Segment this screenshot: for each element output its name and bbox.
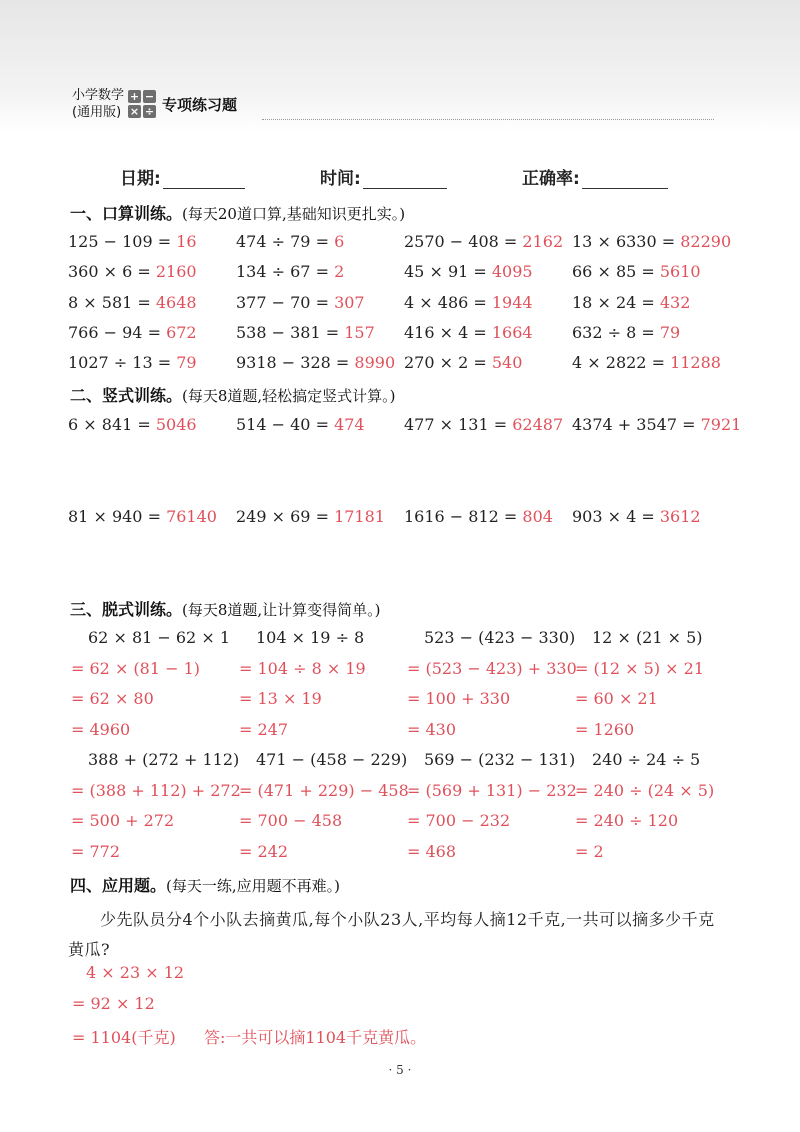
oral-equation [68,293,197,312]
equation-answer: 3612 [659,507,701,526]
step-line: = 4960 [71,719,131,739]
equation-answer: 7921 [700,415,742,434]
step-line: = 700 − 232 [407,811,511,830]
section-4-note: (每天一练,应用题不再难。) [166,877,340,895]
equation-answer: 5046 [155,415,197,434]
equation-answer: 4095 [491,262,533,281]
plus-icon: + [129,90,140,103]
date-blank[interactable] [163,170,245,189]
minus-icon: − [144,90,155,103]
section-3-note: (每天8道题,让计算变得简单。) [182,601,381,619]
oral-equation [404,293,533,312]
vertical-equation [68,507,217,526]
oral-equation [236,323,375,342]
section-2-note: (每天8道题,轻松搞定竖式计算。) [182,387,396,405]
oral-equation [572,262,701,281]
topic-title: 专项练习题 [162,95,238,114]
step-problem: 388 + (272 + 112) [88,750,240,769]
equation-answer: 474 [334,415,365,434]
step-line: = 62 × (81 − 1) [71,658,201,678]
divide-icon: ÷ [144,105,155,118]
oral-equation [236,262,344,281]
time-blank[interactable] [363,170,447,189]
oral-equation [404,323,533,342]
step-line: = 500 + 272 [71,811,175,830]
step-line: = (471 + 229) − 458 [239,780,409,800]
equation-question: 249 × 69 = [236,507,335,526]
info-row [120,164,700,188]
equation-answer: 2162 [522,232,564,251]
equation-question: 270 × 2 = [404,353,492,372]
step-problem: 523 − (423 − 330) [424,628,576,647]
equation-answer: 79 [176,353,197,372]
equation-question: 360 × 6 = [68,262,156,281]
equation-answer: 79 [659,323,681,342]
equation-answer: 540 [491,353,523,372]
equation-answer: 16 [176,232,197,251]
time-label: 时间: [320,169,361,189]
step-line: = 242 [239,841,289,861]
equation-answer: 2160 [155,262,197,281]
equation-answer: 17181 [334,507,385,526]
equation-question: 477 × 131 = [404,415,513,434]
step-problem: 471 − (458 − 229) [256,750,408,769]
equation-question: 377 − 70 = [236,293,335,312]
header-divider [262,119,714,120]
section-1-heading: 一、口算训练。 [70,204,183,223]
step-line: = 240 ÷ 120 [575,811,679,830]
equation-answer: 157 [344,323,375,342]
section-3-heading: 三、脱式训练。 [70,600,183,619]
step-line: = 62 × 80 [71,689,154,708]
step-line: = 13 × 19 [239,689,322,708]
step-problem: 12 × (21 × 5) [592,628,703,647]
equation-answer: 5610 [659,262,701,281]
equation-question: 2570 − 408 = [404,232,523,251]
page-header [72,82,237,126]
equation-answer: 8990 [354,353,396,372]
equation-answer: 432 [659,293,691,312]
step-problem: 240 ÷ 24 ÷ 5 [592,750,701,769]
equation-question: 66 × 85 = [572,262,660,281]
oral-equation [404,262,533,281]
equation-question: 13 × 6330 = [572,232,681,251]
equation-question: 8 × 581 = [68,293,156,312]
oral-equation [68,262,197,281]
equation-question: 474 ÷ 79 = [236,232,335,251]
step-line: = 430 [407,719,457,739]
vertical-equation [68,415,197,434]
step-line: = 104 ÷ 8 × 19 [239,658,366,678]
step-line: = 772 [71,841,121,861]
equation-question: 903 × 4 = [572,507,660,526]
date-field [120,164,245,189]
section-4-heading: 四、应用题。 [70,876,167,895]
equation-question: 81 × 940 = [68,507,167,526]
equation-question: 134 ÷ 67 = [236,262,335,281]
word-problem-text: 少先队员分4个小队去摘黄瓜,每个小队23人,平均每人摘12千克,一共可以摘多少千克黄瓜? [68,910,715,959]
vertical-equation [236,507,385,526]
equation-question: 416 × 4 = [404,323,492,342]
equation-question: 9318 − 328 = [236,353,355,372]
equation-answer: 11288 [670,353,721,372]
step-line: = 247 [239,719,289,739]
oral-equation [572,323,680,342]
series-label [72,87,124,121]
oral-equation [236,232,344,251]
date-label: 日期: [120,169,161,189]
equation-answer: 672 [166,323,197,342]
equation-answer: 1944 [491,293,533,312]
vertical-equation [572,507,701,526]
accuracy-blank[interactable] [582,170,668,189]
solution-answer: 答:一共可以摘1104千克黄瓜。 [204,1028,427,1047]
step-line: = (569 + 131) − 232 [407,780,577,800]
equation-question: 4 × 486 = [404,293,492,312]
section-4-title [70,873,340,896]
oral-equation [404,232,563,251]
operator-icons [128,90,156,118]
equation-question: 538 − 381 = [236,323,345,342]
equation-question: 4 × 2822 = [572,353,671,372]
step-line: = (388 + 112) + 272 [71,780,241,800]
step-line: = 1260 [575,719,635,739]
step-line: = (523 − 423) + 330 [407,658,577,678]
equation-answer: 2 [334,262,345,281]
time-field [320,164,447,189]
solution-step-2: = 92 × 12 [72,994,155,1013]
equation-question: 1616 − 812 = [404,507,523,526]
oral-equation [68,232,197,251]
series-line-1: 小学数学 [72,88,125,103]
oral-equation [68,353,197,372]
oral-equation [572,232,731,251]
series-line-2: (通用版) [72,105,122,120]
oral-equation [404,353,522,372]
equation-answer: 76140 [166,507,217,526]
section-1-title [70,201,405,224]
step-line: = (12 × 5) × 21 [575,658,705,678]
step-line: = 240 ÷ (24 × 5) [575,780,715,800]
solution-step-1: 4 × 23 × 12 [86,963,185,982]
equation-question: 6 × 841 = [68,415,156,434]
oral-equation [572,293,690,312]
equation-answer: 4648 [155,293,197,312]
section-2-heading: 二、竖式训练。 [70,386,183,405]
section-3-title [70,597,381,620]
equation-question: 1027 ÷ 13 = [68,353,177,372]
equation-question: 18 × 24 = [572,293,660,312]
equation-answer: 6 [334,232,345,251]
section-1-note: (每天20道口算,基础知识更扎实。) [182,205,406,223]
step-problem: 104 × 19 ÷ 8 [256,628,365,647]
step-problem: 62 × 81 − 62 × 1 [88,628,230,647]
vertical-equation [236,415,365,434]
equation-question: 514 − 40 = [236,415,335,434]
accuracy-field [522,164,668,189]
vertical-equation [572,415,741,434]
vertical-equation [404,415,563,434]
equation-answer: 62487 [512,415,564,434]
section-2-title [70,383,396,406]
oral-equation [236,293,365,312]
equation-answer: 1664 [491,323,533,342]
equation-answer: 82290 [680,232,732,251]
vertical-equation [404,507,553,526]
step-problem: 569 − (232 − 131) [424,750,576,769]
times-icon: × [129,105,140,118]
step-line: = 700 − 458 [239,811,343,830]
oral-equation [572,353,721,372]
page-number: · 5 · [388,1063,412,1077]
oral-equation [236,353,395,372]
step-line: = 2 [575,841,604,861]
oral-equation [68,323,197,342]
equation-question: 125 − 109 = [68,232,177,251]
solution-step-3: = 1104(千克) [72,1028,176,1047]
accuracy-label: 正确率: [522,169,580,189]
equation-question: 4374 + 3547 = [572,415,701,434]
equation-question: 45 × 91 = [404,262,492,281]
equation-question: 632 ÷ 8 = [572,323,660,342]
equation-answer: 804 [522,507,553,526]
equation-answer: 307 [334,293,365,312]
equation-question: 766 − 94 = [68,323,167,342]
step-line: = 60 × 21 [575,689,658,708]
step-line: = 468 [407,841,457,861]
step-line: = 100 + 330 [407,689,511,708]
